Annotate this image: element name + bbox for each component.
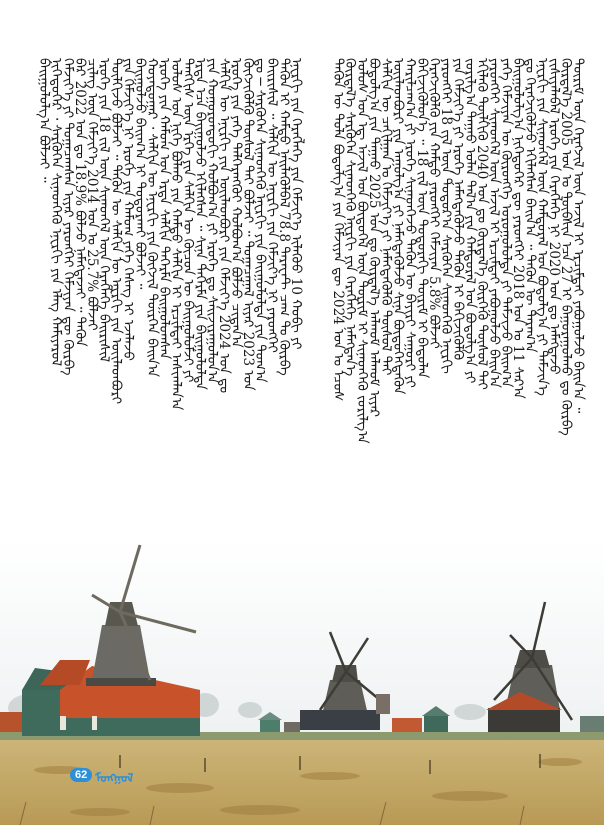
magazine-name: ᠮᠣᠩᠭᠣᠯ [95,770,134,785]
text-column: ᠡᠬᠢᠯᠡᠬᠦ ᠲᠦᠯᠬᠢᠬᠦ 2040 ᠣᠨ ᠳᠤ ᠬᠦᠷᠲᠡᠯ᠎ᠡ ᠬᠦᠷᠭᠡᠬᠦ ᠲᠥᠰᠥᠯ ᠲᠠᠢ [474,58,490,390]
text-column: ᠲᠡᠭᠦᠨ ᠦ ᠲᠤᠯᠠ ᠪᠣᠳᠤᠯᠭ᠎ᠠ ᠶᠢᠨ ᠬᠡᠮᠵᠢᠶᠡᠨ ᠳᠦ 2024 ᠣᠨ ᠤ ᠡᠴᠦᠰ [330,58,346,402]
text-column: ᠡᠷᠲᠡ ᠡᠴᠡ ᠪᠠᠢᠭᠤᠯᠵᠤ ᠡᠬᠢᠯᠡᠭᠰᠡᠨ ᠃ ᠰᠢᠨᠡ ᠲᠡᠭᠡᠷᠮᠡ ᠶᠢᠨ ᠪᠠᠢᠭᠤᠯᠤᠯᠲᠠ [192,58,208,390]
text-column: ᠪᠡᠷ 2022 ᠣᠨ ᠳᠤ 18.9% ᠪᠣᠯᠵᠤ ᠨᠡᠮᠡᠭᠳᠡᠵᠡᠢ ᠃ ᠲᠡᠭᠦᠨ [72,58,88,347]
text-column: ᠡᠨᠧᠷᠭᠢ ᠶᠢᠨ ᠬᠡᠷᠡᠭᠯᠡᠭᠡ ᠶᠢᠨ ᠬᠡᠮᠵᠢᠶ᠎ᠡ ᠢᠯᠡᠭᠦᠦ 10 ᠬᠤᠪᠢ ᠶᠢ [288,58,304,350]
text-column: ᠳᠤ ᠬᠡᠷᠡᠭᠵᠢᠭᠦᠯᠵᠦ ᠡᠬᠢᠯᠡᠭᠰᠡᠨ ᠪᠠᠢᠨ᠎ᠠ ᠃ ᠲᠡᠭᠦᠨ ᠦ ᠳᠠᠷᠠᠭ᠎ᠠ [522,58,538,353]
text-column: ᠳᠦᠷᠢᠮ ᠦᠨ ᠬᠡᠷᠡᠭᠵᠢᠯ ᠦᠨ ᠠᠵᠢᠯ ᠢ ᠡᠷᠴᠢᠮᠲᠡᠢ ᠶᠠᠪᠤᠭᠤᠯᠵᠤ ᠪᠠᠢᠨ᠎ᠠ ᠃ [570,58,586,414]
text-column: ᠰᠠᠯᠬᠢᠨ ᠦ ᠴᠠᠬᠢᠯᠭᠠᠨ ᠤ ᠬᠡᠮᠵᠢᠶ᠎ᠡ ᠶᠢ ᠨᠡᠮᠡᠭᠳᠡᠭᠦᠯᠬᠦ ᠲᠥᠰᠥᠯ ᠲᠠᠢ [378,58,394,376]
text-column: ᠦᠢᠯᠡᠳᠪᠦᠷᠢ ᠶᠢᠨ ᠠᠭᠤᠯᠭ᠎ᠠ ᠶᠢ ᠨᠡᠮᠡᠭᠳᠡᠭᠦᠯᠵᠦ ᠰᠢᠨᠡ ᠪᠦᠲᠦᠭᠡᠭᠳᠡᠬᠦᠨ [390,58,406,395]
text-column: ᠶᠢᠨ ᠬᠡᠮᠵᠢᠶ᠎ᠡ ᠨᠢ ᠡᠷᠦᠬᠡ ᠶᠢᠨ ᠬᠠᠮᠤᠭ ᠶᠡᠬᠡ ᠬᠡᠰᠡᠭ ᠢ ᠡᠵᠡᠯᠡᠵᠦ [120,58,136,361]
text-column: ᠬᠣᠶᠠᠳᠤᠭᠠᠷ ᠂ ᠰᠠᠯᠬᠢᠨ ᠦ ᠡᠨᠧᠷᠭᠢ ᠶᠢᠨ ᠬᠥᠭᠵᠢᠯ ᠲᠦᠷᠭᠡᠨ ᠪᠠᠢᠨ᠎ᠠ [144,58,160,378]
text-column: ᠪᠡᠬᠢᠵᠢᠭᠦᠯᠦᠨ᠎ᠡ ᠃ 18 ᠵᠢᠯ ᠦᠨ ᠳᠣᠲᠣᠷᠠᠬᠢ ᠳᠦᠷᠢᠮ ᠢ ᠪᠠᠲᠤᠯᠠᠨ [414,58,430,379]
text-column: ᠨᠢᠭᠡᠳᠦᠭᠡᠷ ᠂ ᠰᠡᠷᠭᠦᠭᠡᠨ ᠰᠢᠨᠡᠳᠬᠡᠬᠦ ᠡᠨᠧᠷᠭᠢ ᠶᠢᠨ ᠡᠯᠡᠭ ᠬᠠᠮᠢᠶᠠᠷᠤᠯ [48,58,64,367]
text-column: ᠶᠡᠷᠦᠩᠬᠡᠢ ᠰᠢᠨᠡᠳᠬᠡᠯ ᠦᠨ ᠠᠵᠢᠯ ᠢ ᠡᠷᠴᠢᠮᠲᠡᠢ ᠶᠠᠪᠤᠭᠤᠯᠵᠤ ᠪᠠᠢᠨ᠎ᠠ [486,58,502,388]
text-column: ᠴᠢᠯᠡᠭ ᠦᠨ ᠬᠡᠮᠵᠢᠶ᠎ᠡ 2014 ᠣᠨ ᠤ 25.7% ᠪᠣᠯᠵᠠᠢ [84,58,100,331]
text-column: ᠰᠠᠯᠬᠢᠨ ᠦ ᠡᠨᠧᠷᠭᠢ ᠶᠢᠨ ᠦᠢᠯᠡᠳᠪᠦᠷᠢ ᠶᠢᠨ ᠬᠡᠮᠵᠢᠶ᠎ᠡ 2024 ᠣᠨ ᠳᠤ [216,58,232,394]
text-column: ᠤᠯᠤᠰ ᠤᠨ ᠨᠢᠭᠡ ᠪᠣᠯᠬᠤ ᠶᠢᠨ ᠬᠠᠮᠲᠤ ᠰᠠᠯᠬᠢᠨ ᠢ ᠡᠷᠴᠢᠮᠲᠡᠢ ᠠᠰᠢᠭᠯᠠᠨ᠎ᠠ [168,58,184,411]
text-column: ᠶᠡᠬᠡ ᠬᠡᠮᠵᠢᠶᠡᠨ ᠦ ᠬᠦᠷᠦᠩᠭᠡ ᠣᠷᠤᠭᠤᠯᠤᠯᠲᠠ ᠶᠢ ᠳᠡᠮᠵᠢᠵᠦ ᠪᠠᠢᠭ᠎ᠠ [498,58,514,388]
text-column: ᠳᠤ ─ ᠰᠡᠷᠭᠦᠭᠡᠨ ᠰᠢᠨᠡᠳᠬᠡᠬᠦ ᠡᠨᠧᠷᠭᠢ ᠶᠢᠨ ᠪᠠᠢᠭᠤᠯᠤᠯᠲᠠ ᠶᠢᠨ ᠲᠣᠭ᠎ᠠ [252,58,268,383]
text-column: ᠬᠡᠷᠡᠭᠵᠢᠭᠦᠯᠬᠦ ᠶᠢᠨ ᠬᠠᠮᠲᠤ ᠶᠡᠷᠦᠩᠬᠡᠢ ᠬᠡᠮᠵᠢᠶᠡᠨ 5.8% ᠪᠣᠯᠵᠠᠢ [426,58,442,349]
text-column: ᠵᠣᠷᠢᠯᠭ᠎ᠠ ᠳᠠᠭᠠᠤ ᠣᠯᠠᠨ ᠲᠠᠯ᠎ᠠ ᠶᠢᠨ ᠬᠠᠮᠲᠤᠷᠠᠯ ᠤᠨ ᠪᠣᠳᠣᠯᠭ᠎ᠠ ᠶᠢ [462,58,478,384]
text-column: ᠶᠢᠨ ᠬᠣᠭᠣᠷᠣᠨᠳᠣᠬᠢ ᠬᠣᠯᠪᠣᠭ᠎ᠠ ᠶᠢ ᠡᠷᠦᠬᠡ ᠳᠤ ᠰᠠᠢᠵᠢᠷᠠᠭᠤᠯᠤᠨ᠎ᠠ [204,58,220,384]
page-folio [70,766,136,784]
text-column: ᠵᠢᠱᠢᠶᠡᠯᠡᠪᠡᠯ ᠡᠷᠦᠬᠡ ᠶᠢᠨ ᠬᠡᠷᠡᠭᠯᠡᠭᠡ ᠨᠢ 2020 ᠣᠨ ᠳᠤ ᠨᠡᠮᠡᠭᠳᠡᠵᠦ [546,58,562,375]
text-column: ᠲᠡᠭᠦᠨ ᠢ ᠬᠠᠮᠲᠤ ᠨᠡᠢᠯᠡᠭᠦᠯᠪᠡᠯ 78.8 ᠲᠡᠷᠠᠸᠠᠲ ᠴᠠᠭ ᠲᠤ ᠬᠦᠷᠪᠡ [276,58,292,376]
text-column: ᠶᠡᠷᠦᠩᠬᠡᠢ 18 ᠵᠢᠯ ᠦᠨ ᠳᠣᠲᠣᠷ᠎ᠠ ᠰᠡᠷᠭᠦᠭᠡᠨ ᠰᠢᠨᠡᠳᠬᠡᠬᠦ ᠡᠨᠧᠷᠭᠢ [438,58,454,374]
text-column: ᠪᠠᠢᠷᠢᠰᠢᠯ ᠃ ᠰᠠᠯᠬᠢᠨ ᠦ ᠡᠨᠧᠷᠭᠢ ᠶᠢᠨ ᠬᠡᠮᠵᠢᠶ᠎ᠡ ᠨᠢ ᠶᠡᠷᠦᠩᠬᠡᠢ [264,58,280,353]
text-column: ᠡᠷᠦᠬᠡ ᠶᠢᠨ 18 ᠵᠢᠯ ᠦᠨ ᠰᠢᠨᠡᠳᠬᠡᠯ ᠦᠨ ᠬᠡᠷᠡᠭᠯᠡᠭᠡ ᠪᠠᠢᠷᠢᠰᠢᠯ [96,58,112,363]
text-column: ᠪᠣᠳᠣᠯᠭ᠎ᠠ ᠶᠢᠨ ᠳᠠᠭᠠᠤ 2025 ᠣᠨ ᠳᠤ ᠬᠦᠷᠲᠡᠯ᠎ᠡ ᠠᠯᠬᠤᠮ ᠠᠯᠬᠤᠮ ᠢᠶᠡᠷ [366,58,382,418]
text-column: ᠬᠦᠷᠲᠡᠯ᠎ᠡ ᠰᠡᠷᠭᠦᠭᠡᠨ ᠰᠢᠨᠡᠳᠬᠡᠬᠦ ᠡᠨᠧᠷᠭᠢ ᠶᠢᠨ ᠬᠡᠷᠡᠭᠯᠡᠭᠡ ᠨᠡᠮᠡᠭᠳᠡᠨ᠎ᠡ [342,58,358,377]
text-column: ᠡᠨᠧᠷᠭᠢ ᠶᠢᠨ ᠰᠢᠨᠡᠳᠬᠡᠯ ᠦᠨ ᠬᠠᠮᠲᠤᠷᠠᠯ ᠤᠨ ᠪᠣᠳᠣᠯᠭ᠎ᠠ ᠶᠢ ᠳᠡᠮᠵᠢᠨ᠎ᠡ [534,58,550,396]
text-column: ᠪᠠᠢᠭᠤᠯᠵᠤ ᠪᠠᠢᠭ᠎ᠠ ᠨᠢ ᠲᠣᠳᠤᠷᠬᠠᠢ ᠪᠣᠯᠵᠠᠢ ᠃ [132,58,148,290]
text-column: ᠲᠡᠩᠭᠢᠰ ᠦᠨ ᠡᠷᠭᠡ ᠶᠢᠨ ᠰᠠᠯᠬᠢᠨ ᠦ ᠬᠦᠴᠦᠨ ᠦ ᠪᠠᠢᠭᠤᠯᠤᠮᠵᠢ ᠶᠢ [180,58,196,383]
text-column: ᠤᠯᠤᠰ ᠤᠨ ᠡᠳ᠋ ᠠᠵᠢᠯ ᠤᠨ ᠪᠦᠲᠦᠭᠡᠯ ᠦᠨ ᠳᠦᠷᠢᠮ ᠢ ᠰᠢᠨᠡᠳᠬᠡᠬᠦ ᠵᠣᠷᠢᠯᠭ᠎ᠠ [354,58,370,444]
text-column: ᠲᠦᠯᠬᠢᠵᠦ ᠪᠣᠯᠵᠠᠢ ᠃ ᠲᠡᠭᠦᠨ ᠦ ᠰᠠᠯᠬᠢᠨ ᠦ ᠡᠨᠧᠷᠭᠢ ᠶᠢᠨ ᠦᠢᠯᠡᠳᠪᠦᠷᠢ [108,58,124,405]
text-column: ᠬᠦᠷᠲᠡᠯ᠎ᠡ 2005 ᠣᠨ ᠤ ᠲᠦᠪᠰᠢᠨ ᠡᠴᠡ 27 ᠢ ᠪᠠᠭᠤᠷᠠᠭᠤᠯᠬᠤ ᠳᠤ ᠬᠦᠷᠪᠡ [558,58,574,436]
text-column: ᠡᠷᠦᠬᠡ ᠶᠢᠨ ᠬᠠᠮᠤᠭ ᠤᠨ ᠡᠷᠲᠡ ᠰᠠᠯᠬᠢᠨ ᠲᠡᠭᠡᠷᠮᠡ ᠪᠠᠢᠭᠤᠯᠤᠭᠰᠠᠨ [156,58,172,360]
text-column: ᠬᠥᠭᠵᠢᠭᠦᠯᠬᠦ ᠲᠥᠰᠥᠯ ᠲᠠᠢ ᠪᠣᠯᠵᠠᠢ ᠃ ᠲᠣᠭᠠᠴᠠᠭᠠᠯ ᠢᠶᠡᠷ 2023 ᠣᠨ [240,58,256,391]
text-column: ᠬᠡᠮᠵᠢᠶ᠎ᠡ ᠶᠢ ᠲᠣᠭᠠᠴᠠᠭᠰᠠᠨ ᠢᠶᠡᠷ ᠶᠡᠷᠦᠩᠬᠡᠢ ᠬᠡᠮᠵᠢᠶᠡᠨ ᠳᠦ ᠬᠦᠷᠪᠡ [60,58,76,376]
text-column: ᠪᠠᠢᠭᠤᠯᠤᠯᠭ᠎ᠠ ᠨᠢᠭᠡᠳᠦᠭᠡᠷ ᠳᠦ ᠶᠡᠷᠦᠩᠬᠡᠢ 2018 ᠣᠨ ᠤ 11 ᠰᠠᠷ᠎ᠠ [510,58,526,399]
text-column: ᠬᠠᠷᠢᠯᠴᠠᠭ᠎ᠠ ᠶᠢ ᠡᠷᠦᠬᠡ ᠰᠢᠨᠡᠳᠬᠡᠵᠦ ᠲᠡᠭᠦᠨ ᠦ ᠪᠠᠶᠢᠷᠢ ᠰᠠᠭᠤᠷᠢ ᠶᠢ [402,58,418,388]
text-column: ᠶᠢᠨ ᠬᠡᠮᠵᠢᠶ᠎ᠡ ᠶᠢ ᠡᠷᠦᠬᠡ ᠨᠡᠮᠡᠭᠳᠡᠭᠦᠯᠵᠦ ᠲᠡᠭᠦᠨ ᠢ ᠪᠡᠬᠢᠵᠢᠭᠦᠯᠬᠦ [450,58,466,361]
page-number: 62 [70,768,92,782]
text-column: ᠡᠷᠦᠬᠡ ᠶᠢᠨ ᠶᠡᠬᠡ ᠳᠡᠯᠭᠡᠷᠡᠩᠭᠦᠢ ᠬᠣᠯᠪᠣᠭ᠎ᠠ ᠪᠣᠯᠵᠤ ᠴᠢᠳᠠᠨ᠎ᠠ [228,58,244,348]
text-column: ᠪᠠᠢᠭᠤᠯᠤᠯᠭ᠎ᠠ ᠪᠣᠯᠵᠠᠢ ᠃ [36,58,52,183]
